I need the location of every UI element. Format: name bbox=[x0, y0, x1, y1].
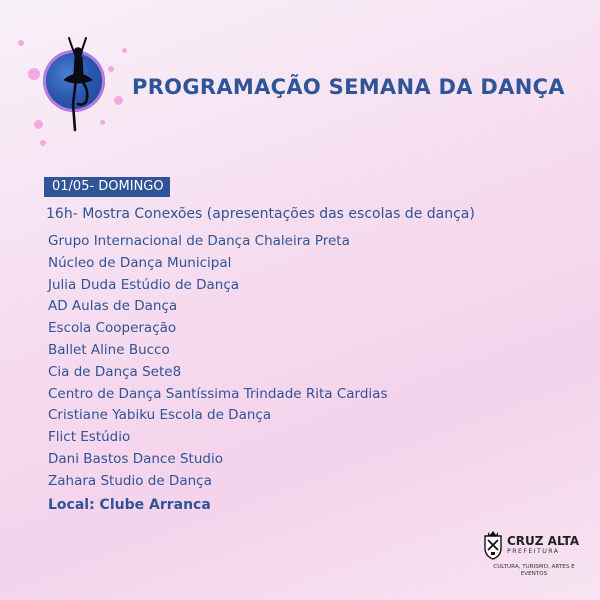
list-item: Grupo Internacional de Dança Chaleira Preta bbox=[48, 233, 350, 249]
list-item: Julia Duda Estúdio de Dança bbox=[48, 276, 240, 293]
dance-group-list bbox=[48, 231, 388, 493]
decorative-dot bbox=[40, 140, 46, 146]
brand-name: CRUZ ALTA bbox=[507, 534, 580, 548]
decorative-dot bbox=[34, 120, 43, 129]
list-item: AD Aulas de Dança bbox=[48, 298, 178, 315]
ballerina-icon bbox=[52, 34, 104, 132]
list-item: Dani Bastos Dance Studio bbox=[48, 450, 223, 467]
decorative-dot bbox=[114, 96, 123, 105]
date-badge: 01/05- DOMINGO bbox=[44, 177, 170, 197]
department-label: CULTURA, TURISMO, ARTES E EVENTOS bbox=[493, 564, 575, 577]
city-crest-icon bbox=[482, 530, 504, 560]
list-item: Núcleo de Dança Municipal bbox=[48, 254, 232, 271]
list-item: Cia de Dança Sete8 bbox=[48, 363, 182, 380]
page-title: PROGRAMAÇÃO SEMANA DA DANÇA bbox=[132, 75, 565, 99]
decorative-dot bbox=[122, 48, 127, 53]
list-item: Flict Estúdio bbox=[48, 429, 131, 446]
list-item: Cristiane Yabiku Escola de Dança bbox=[48, 407, 272, 424]
list-item: Centro de Dança Santíssima Trindade Rita Cardias bbox=[48, 385, 388, 402]
event-line: 16h- Mostra Conexões (apresentações das escolas de dança) bbox=[46, 206, 475, 222]
location-label: Local: Clube Arranca bbox=[48, 497, 211, 513]
list-item: Zahara Studio de Dança bbox=[48, 472, 212, 489]
brand-subtitle: PREFEITURA bbox=[507, 548, 560, 555]
list-item: Escola Cooperação bbox=[48, 320, 177, 337]
decorative-dot bbox=[18, 40, 24, 46]
city-brand bbox=[480, 528, 588, 592]
list-item: Ballet Aline Bucco bbox=[48, 341, 170, 358]
decorative-dot bbox=[28, 68, 40, 80]
decorative-dot bbox=[108, 66, 114, 72]
